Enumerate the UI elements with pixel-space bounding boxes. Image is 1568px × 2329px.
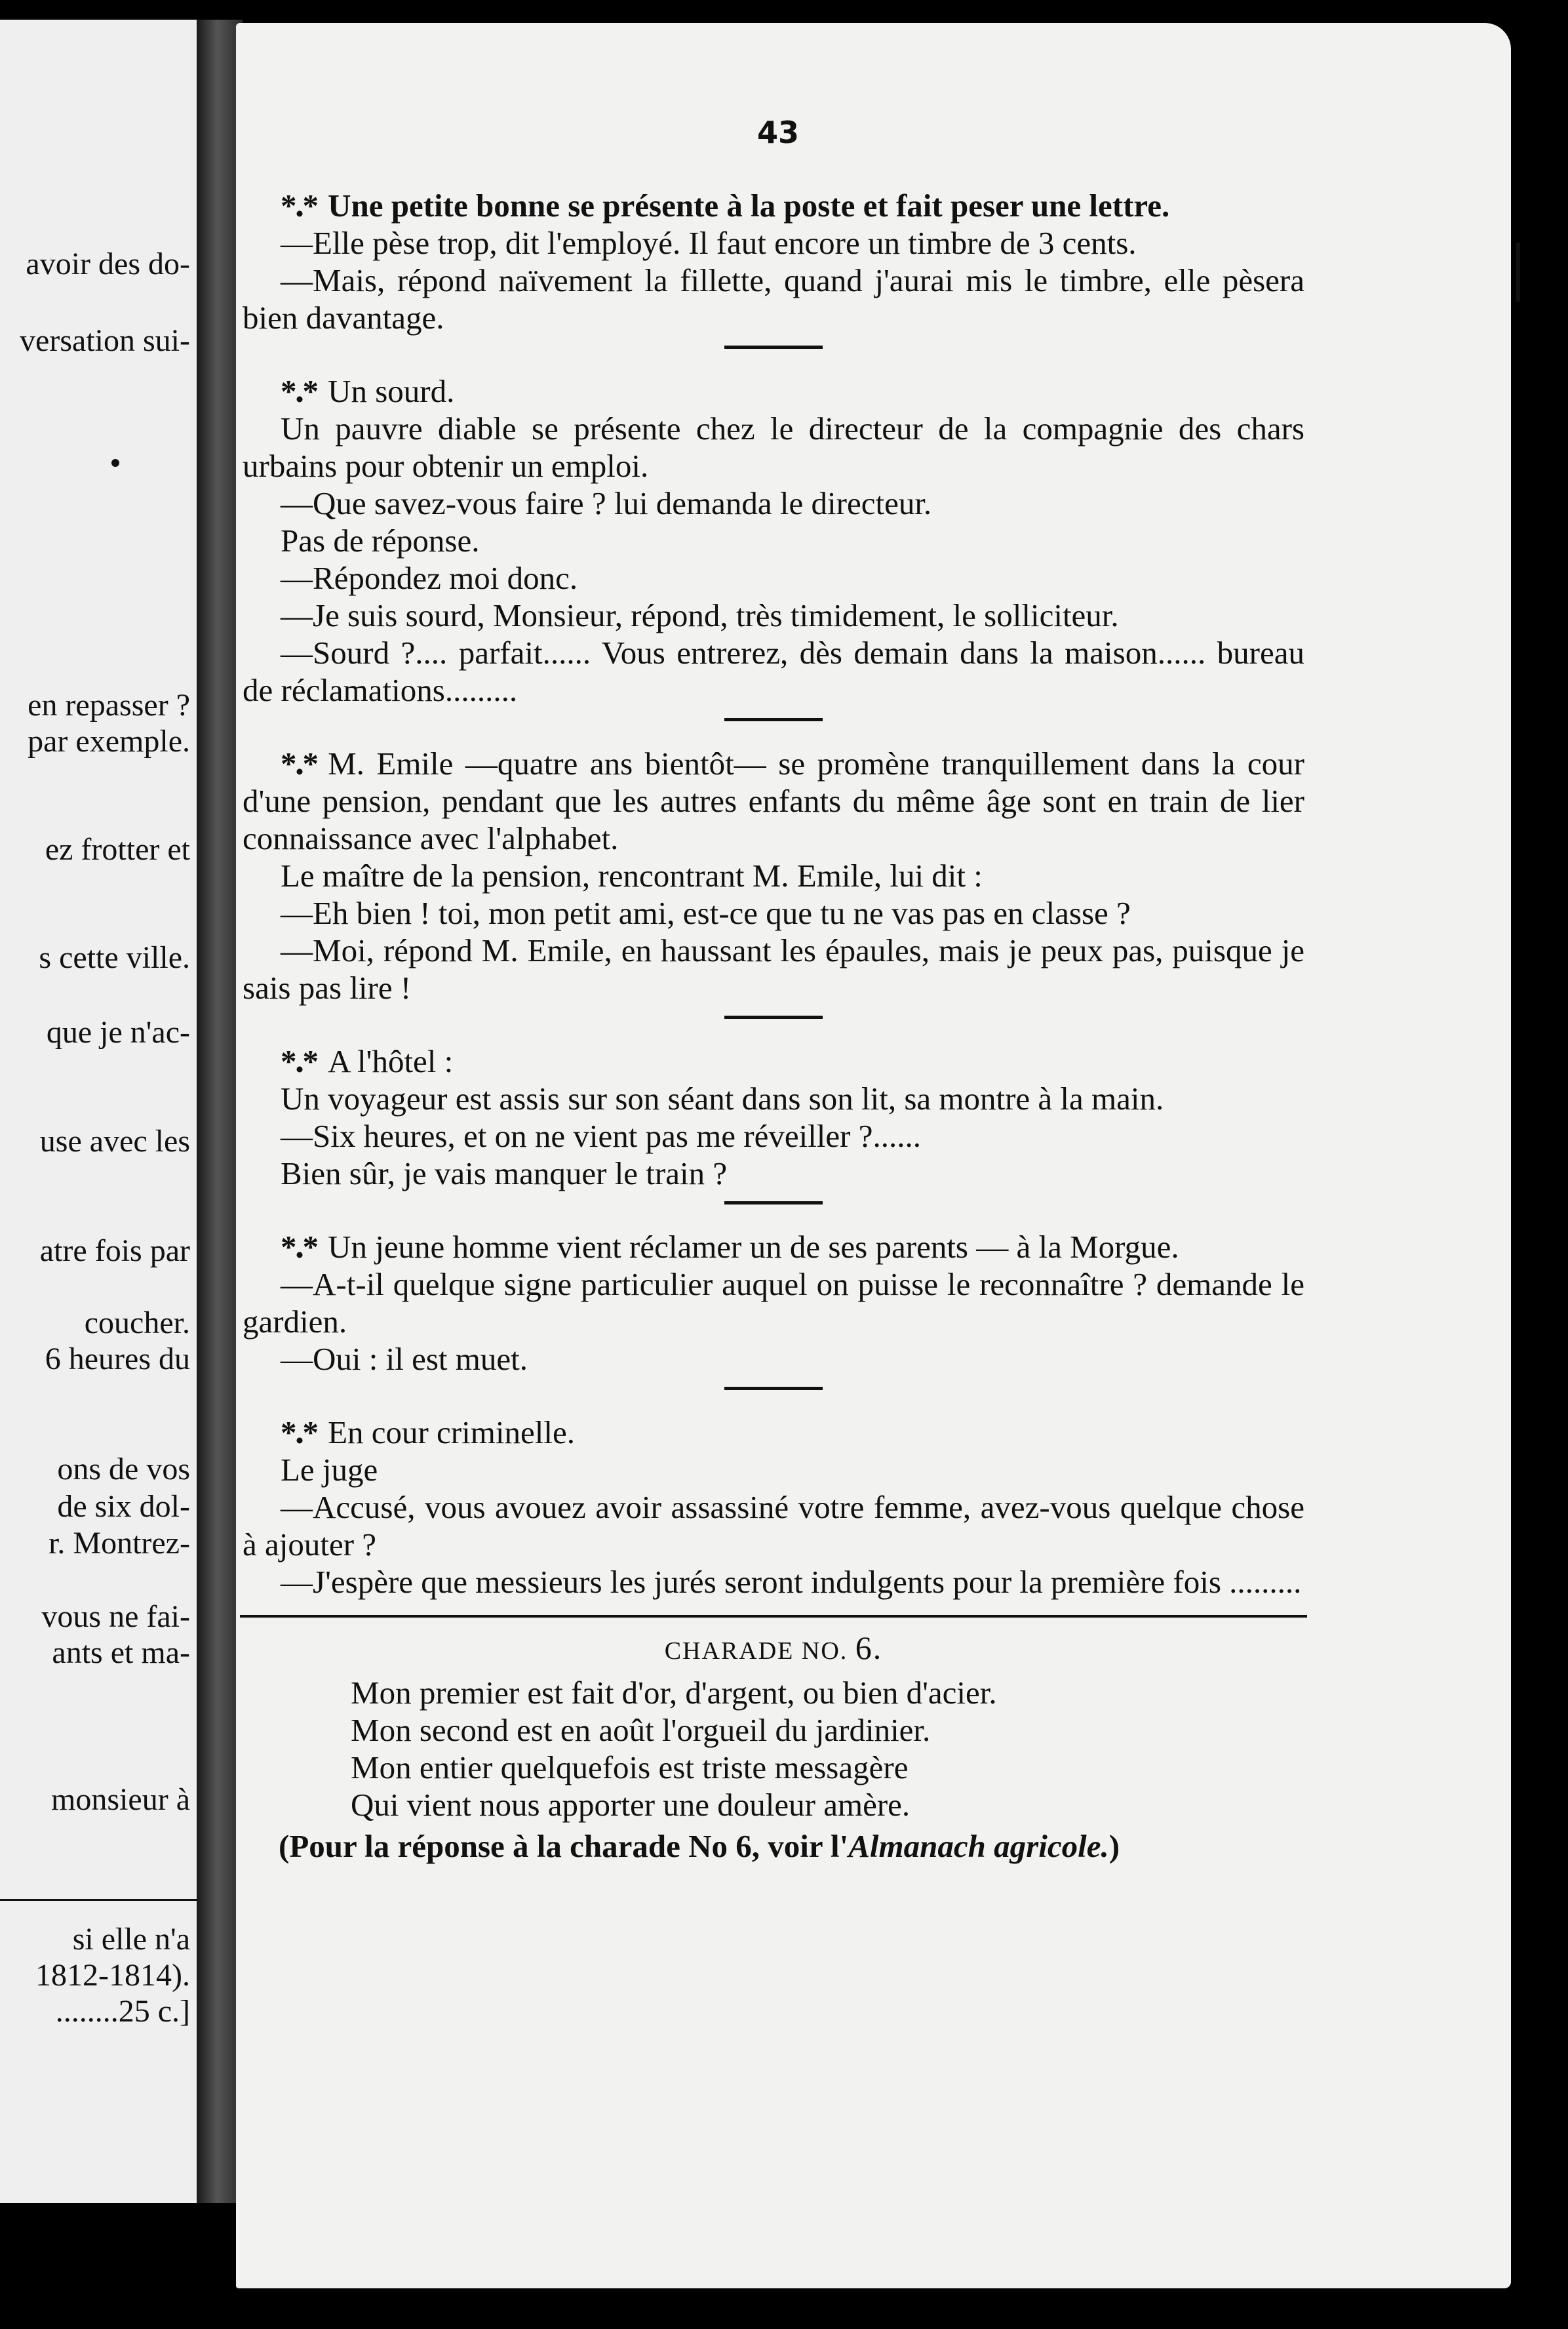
- asterism: *․*: [281, 1229, 317, 1265]
- anecdote-title: Un sourd.: [328, 373, 455, 409]
- left-text-fragment: 6 heures du: [45, 1342, 190, 1376]
- paragraph: —Que savez-vous faire ? lui demanda le directeur.: [281, 485, 932, 521]
- charade-label: CHARADE NO.: [664, 1637, 848, 1665]
- paragraph: —Mais, répond naïvement la fillette, quand j'aurai mis le timbre, elle pèsera bien davantage.: [243, 262, 1304, 336]
- verse-line: Mon second est en août l'orgueil du jardinier.: [351, 1712, 931, 1748]
- left-text-fragment: coucher.: [84, 1305, 190, 1340]
- left-text-fragment: avoir des do-: [26, 247, 190, 281]
- left-text-fragment: de six dol-: [57, 1489, 190, 1524]
- anecdote-title: A l'hôtel :: [328, 1043, 454, 1079]
- charade-verses: [243, 1674, 1304, 1823]
- left-text-fragment: versation sui-: [20, 323, 190, 358]
- verse-line: Mon premier est fait d'or, d'argent, ou bien d'acier.: [351, 1675, 997, 1711]
- anecdote: [243, 1414, 1304, 1601]
- asterism: *․*: [281, 373, 317, 409]
- left-text-fragment: si elle n'a: [72, 1922, 190, 1957]
- left-text-fragment: par exemple.: [28, 724, 190, 759]
- section-separator: [724, 1201, 823, 1204]
- left-page-rule: [0, 1899, 197, 1901]
- paragraph: —Sourd ?.... parfait...... Vous entrerez, dès demain dans la maison...... bureau de réclamations.........: [243, 635, 1304, 708]
- verse-line: Mon entier quelquefois est triste messagère: [351, 1749, 909, 1785]
- page-number: 43: [757, 115, 800, 150]
- left-text-fragment: ........25 c.]: [55, 1994, 190, 2029]
- paragraph: Pas de réponse.: [281, 523, 480, 559]
- paragraph: —Oui : il est muet.: [281, 1341, 528, 1377]
- paragraph: —J'espère que messieurs les jurés seront indulgents pour la première fois .........: [281, 1564, 1302, 1600]
- anecdote-title: En cour criminelle.: [328, 1414, 575, 1450]
- paragraph: —Je suis sourd, Monsieur, répond, très timidement, le solliciteur.: [281, 597, 1119, 633]
- paragraph: —A-t-il quelque signe particulier auquel on puisse le reconnaître ? demande le gardien.: [243, 1266, 1304, 1340]
- answer-title: Almanach agricole.: [848, 1828, 1109, 1864]
- verse-line: Qui vient nous apporter une douleur amère.: [351, 1787, 911, 1823]
- anecdote: [243, 1228, 1304, 1378]
- section-separator: [724, 346, 823, 349]
- page-content: [243, 187, 1304, 1865]
- paragraph: M. Emile —quatre ans bientôt— se promène tranquillement dans la cour d'une pension, pendant que les autres enfants du même âge sont en train de lier connaissance avec l'alphabet.: [243, 746, 1304, 856]
- charade: [243, 1629, 1304, 1865]
- paragraph: Un jeune homme vient réclamer un de ses parents — à la Morgue.: [328, 1229, 1179, 1265]
- asterism: *․*: [281, 1414, 317, 1450]
- asterism: *․*: [281, 1043, 317, 1079]
- section-separator: [724, 1016, 823, 1019]
- paragraph: Bien sûr, je vais manquer le train ?: [281, 1155, 728, 1191]
- charade-number: 6.: [855, 1629, 883, 1666]
- paragraph: Le juge: [281, 1452, 378, 1488]
- paragraph: Un voyageur est assis sur son séant dans son lit, sa montre à la main.: [281, 1081, 1164, 1117]
- left-text-fragment: ons de vos: [57, 1452, 190, 1486]
- section-separator: [724, 718, 823, 721]
- answer-suffix: ): [1108, 1828, 1120, 1864]
- left-page-dot: [111, 459, 119, 467]
- left-text-fragment: ants et ma-: [52, 1635, 190, 1670]
- paragraph: —Six heures, et on ne vient pas me réveiller ?......: [281, 1118, 921, 1154]
- charade-rule: [240, 1615, 1307, 1618]
- left-text-fragment: vous ne fai-: [41, 1599, 190, 1634]
- paragraph: —Moi, répond M. Emile, en haussant les épaules, mais je peux pas, puisque je sais pas lire !: [243, 932, 1304, 1006]
- paragraph: Un pauvre diable se présente chez le directeur de la compagnie des chars urbains pour obtenir un emploi.: [243, 410, 1304, 484]
- charade-answer-note: [243, 1827, 1304, 1865]
- anecdote: [243, 372, 1304, 709]
- charade-title: [243, 1629, 1304, 1670]
- section-separator: [724, 1387, 823, 1390]
- anecdote: [243, 745, 1304, 1006]
- left-text-fragment: atre fois par: [39, 1233, 190, 1268]
- paragraph: —Elle pèse trop, dit l'employé. Il faut encore un timbre de 3 cents.: [281, 225, 1137, 261]
- left-text-fragment: 1812-1814).: [35, 1958, 190, 1993]
- paragraph: Une petite bonne se présente à la poste et fait peser une lettre.: [328, 188, 1170, 224]
- answer-prefix: (Pour la réponse à la charade No 6, voir l': [279, 1828, 849, 1864]
- left-text-fragment: ez frotter et: [45, 832, 190, 867]
- left-text-fragment: use avec les: [39, 1124, 190, 1159]
- asterism: *․*: [281, 188, 317, 224]
- left-page: [0, 20, 223, 2203]
- left-text-fragment: en repasser ?: [28, 688, 190, 723]
- left-text-fragment: s cette ville.: [39, 940, 190, 975]
- anecdote: [243, 1043, 1304, 1192]
- paragraph: —Répondez moi donc.: [281, 560, 578, 596]
- paragraph: —Eh bien ! toi, mon petit ami, est-ce que tu ne vas pas en classe ?: [281, 895, 1131, 931]
- left-text-fragment: r. Montrez-: [49, 1526, 190, 1561]
- asterism: *․*: [281, 746, 317, 782]
- paragraph: —Accusé, vous avouez avoir assassiné votre femme, avez-vous quelque chose à ajouter ?: [243, 1489, 1304, 1563]
- left-text-fragment: monsieur à: [51, 1782, 190, 1817]
- left-text-fragment: que je n'ac-: [46, 1015, 190, 1050]
- paragraph: Le maître de la pension, rencontrant M. Emile, lui dit :: [281, 858, 983, 894]
- page-edge-mark: [1516, 243, 1520, 302]
- anecdote: [243, 187, 1304, 336]
